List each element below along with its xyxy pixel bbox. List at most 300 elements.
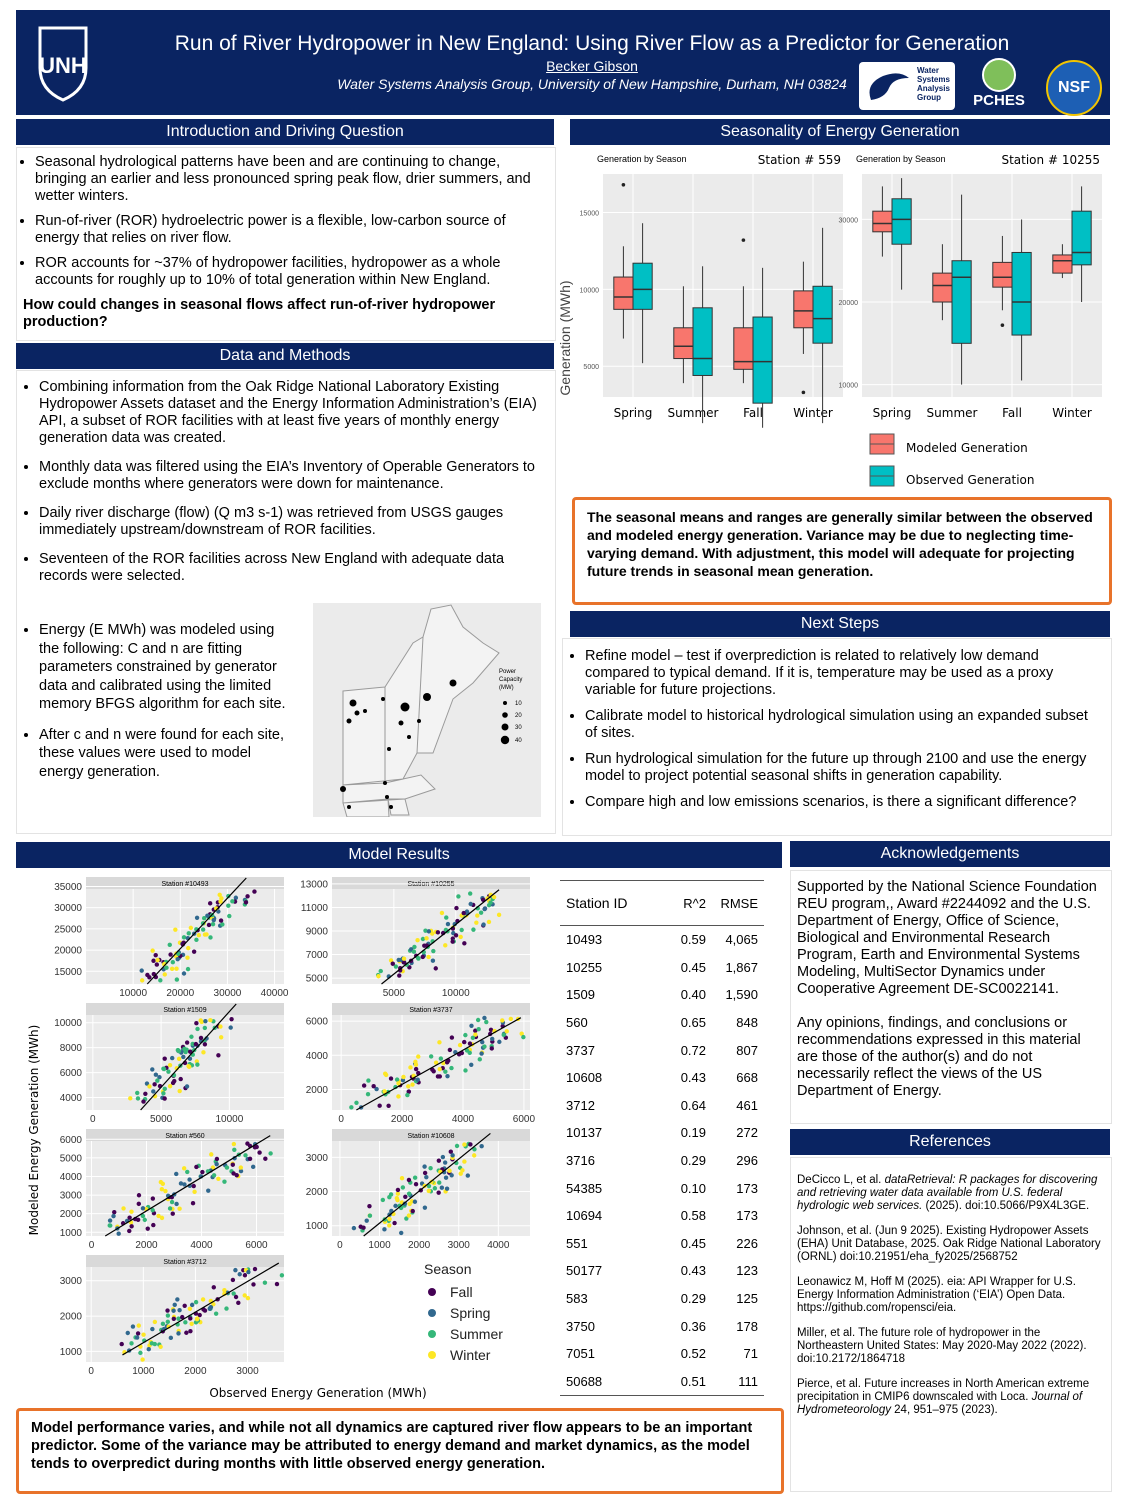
box — [633, 263, 652, 309]
data-point — [253, 1267, 257, 1271]
data-point — [184, 1331, 188, 1335]
cell-rmse: 807 — [736, 1042, 758, 1058]
data-point — [423, 1205, 427, 1209]
methods-panel — [16, 370, 556, 834]
y-tick-label: 3000 — [59, 1276, 82, 1288]
y-tick-label: 3000 — [59, 1190, 82, 1202]
outlier-point — [622, 183, 626, 187]
legend-dot — [428, 1288, 436, 1296]
data-point — [220, 922, 224, 926]
cell-station-id: 50177 — [566, 1263, 603, 1279]
y-tick-label: 4000 — [59, 1171, 82, 1183]
box — [873, 211, 892, 232]
data-point — [462, 911, 466, 915]
x-tick-label: 1000 — [132, 1366, 155, 1377]
table-row — [560, 1009, 764, 1037]
svg-text:Power: Power — [499, 669, 517, 675]
y-tick-label: 2000 — [59, 1311, 82, 1323]
data-point — [454, 933, 458, 937]
cell-station-id: 560 — [566, 1015, 588, 1031]
data-point — [212, 1173, 216, 1177]
data-point — [150, 948, 154, 952]
methods-bullets — [17, 379, 555, 585]
list-item: • Monthly data was filtered using the EIA’s Inventory of Operable Generators to exclude months where generators were down for maintenance. — [39, 459, 543, 493]
svg-text:30: 30 — [515, 725, 522, 731]
data-point — [112, 1210, 116, 1214]
facet-title: Station #1509 — [163, 1007, 207, 1014]
data-point — [482, 1016, 486, 1020]
table-row — [560, 1092, 764, 1120]
data-point — [371, 1084, 375, 1088]
scatter-chart — [54, 1003, 284, 1125]
x-tick-label: Fall — [1002, 406, 1022, 420]
data-point — [381, 1198, 385, 1202]
data-point — [158, 1345, 162, 1349]
box — [1012, 252, 1031, 335]
data-point — [154, 953, 158, 957]
data-point — [141, 1206, 145, 1210]
data-point — [459, 935, 463, 939]
cell-r2: 0.36 — [680, 1318, 706, 1334]
box — [693, 308, 712, 376]
season-legend — [428, 1284, 503, 1363]
cell-station-id: 50688 — [566, 1373, 603, 1389]
data-point — [414, 1182, 418, 1186]
data-point — [427, 929, 431, 933]
cell-rmse: 226 — [736, 1235, 758, 1251]
cell-rmse: 1,867 — [725, 959, 758, 975]
list-item: • Run-of-river (ROR) hydroelectric power is a flexible, low-carbon source of energy that relies on river flow. — [35, 213, 547, 247]
data-point — [137, 1323, 141, 1327]
data-point — [406, 1084, 410, 1088]
data-point — [192, 1190, 196, 1194]
data-point — [275, 1282, 279, 1286]
cell-r2: 0.51 — [680, 1373, 706, 1389]
plot-panel — [332, 1141, 530, 1236]
cell-rmse: 1,590 — [725, 987, 758, 1003]
data-point — [195, 916, 199, 920]
box — [813, 286, 832, 343]
data-point — [201, 1050, 205, 1054]
data-point — [191, 1201, 195, 1205]
data-point — [232, 1142, 236, 1146]
data-point — [413, 1200, 417, 1204]
data-point — [431, 949, 435, 953]
data-point — [155, 962, 159, 966]
cell-station-id: 10608 — [566, 1070, 603, 1086]
cell-station-id: 3737 — [566, 1042, 595, 1058]
data-point — [129, 1209, 133, 1213]
data-point — [468, 1142, 472, 1146]
outlier-point — [802, 391, 806, 395]
data-point — [471, 1036, 475, 1040]
data-point — [391, 962, 395, 966]
x-tick-label: 6000 — [512, 1114, 536, 1125]
x-tick-label: 40000 — [260, 988, 289, 999]
y-tick-label: 30000 — [54, 903, 82, 915]
cell-station-id: 10493 — [566, 932, 603, 948]
table-row — [560, 1064, 764, 1092]
cell-r2: 0.29 — [680, 1153, 706, 1169]
data-point — [251, 1165, 255, 1169]
data-point — [203, 932, 207, 936]
acknowledgements-heading: Acknowledgements — [790, 841, 1110, 867]
data-point — [163, 1056, 167, 1060]
data-point — [438, 1074, 442, 1078]
y-tick-label: 10000 — [579, 287, 599, 295]
data-point — [484, 1020, 488, 1024]
data-point — [140, 978, 144, 982]
data-point — [438, 1067, 442, 1071]
data-point — [396, 1192, 400, 1196]
x-tick-label: 10000 — [441, 988, 470, 999]
chart-title: Generation by Season — [856, 154, 946, 164]
data-point — [216, 1053, 220, 1057]
facet-title: Station #3737 — [409, 1007, 453, 1014]
data-point — [416, 1078, 420, 1082]
data-point — [440, 1185, 444, 1189]
data-point — [468, 891, 472, 895]
data-point — [443, 1160, 447, 1164]
data-point — [189, 926, 193, 930]
data-point — [408, 1065, 412, 1069]
methods-heading: Data and Methods — [16, 343, 554, 369]
data-point — [181, 1055, 185, 1059]
data-point — [166, 1069, 170, 1073]
data-point — [497, 1040, 501, 1044]
data-point — [476, 1018, 480, 1022]
cell-r2: 0.59 — [680, 932, 706, 948]
data-point — [208, 901, 212, 905]
facet-title: Station #10255 — [407, 881, 455, 888]
data-point — [140, 1357, 144, 1361]
data-point — [209, 1305, 213, 1309]
data-point — [365, 1218, 369, 1222]
data-point — [441, 1155, 445, 1159]
scatter-chart — [306, 1129, 530, 1251]
cell-r2: 0.45 — [680, 1235, 706, 1251]
x-tick-label: 4000 — [487, 1240, 510, 1251]
data-point — [214, 1311, 218, 1315]
data-point — [209, 1152, 213, 1156]
x-tick-label: 1000 — [368, 1240, 391, 1251]
data-point — [218, 1024, 222, 1028]
cell-rmse: 123 — [736, 1263, 758, 1279]
table-row — [560, 1174, 764, 1202]
data-point — [137, 1202, 141, 1206]
list-item: • Calibrate model to historical hydrological simulation using an expanded subset of sites. — [585, 708, 1099, 742]
references-heading: References — [790, 1129, 1110, 1155]
data-point — [218, 893, 222, 897]
data-point — [427, 1189, 431, 1193]
acknowledgement-disclaimer: Any opinions, findings, and conclusions or recommendations expressed in this material are those of the author(s) and do not necessarily reflect the views of the US Department of Energy. — [797, 1015, 1081, 1099]
list-item: • Seasonal hydrological patterns have been and are continuing to change, bringing an earlier and less pronounced spring peak flow, drier summers, and wetter winters. — [35, 154, 547, 205]
table-row — [560, 1230, 764, 1258]
scatter-chart — [54, 877, 289, 999]
x-tick-label: 5000 — [382, 988, 405, 999]
scatter-chart — [306, 1003, 536, 1125]
data-point — [222, 1179, 226, 1183]
data-point — [141, 1099, 145, 1103]
next-steps-heading: Next Steps — [570, 611, 1110, 637]
data-point — [158, 978, 162, 982]
x-tick-label: Winter — [793, 406, 833, 420]
table-row — [560, 981, 764, 1009]
y-tick-label: 35000 — [54, 881, 82, 893]
data-point — [367, 1204, 371, 1208]
legend-dot — [428, 1351, 436, 1359]
data-point — [131, 1324, 135, 1328]
data-point — [170, 1056, 174, 1060]
x-tick-label: 4000 — [190, 1240, 213, 1251]
data-point — [151, 1223, 155, 1227]
x-tick-label: Fall — [743, 406, 763, 420]
data-point — [521, 1035, 525, 1039]
data-point — [469, 1024, 473, 1028]
data-point — [154, 1073, 158, 1077]
data-point — [459, 928, 463, 932]
x-tick-label: 0 — [88, 1240, 95, 1251]
table-row — [560, 1312, 764, 1340]
y-tick-label: 30000 — [838, 217, 858, 225]
data-point — [108, 1223, 112, 1227]
data-point — [170, 1200, 174, 1204]
data-point — [211, 922, 215, 926]
data-point — [448, 1048, 452, 1052]
data-point — [483, 906, 487, 910]
data-point — [444, 915, 448, 919]
y-tick-label: 10000 — [54, 1018, 82, 1030]
table-row — [560, 954, 764, 982]
data-point — [195, 1062, 199, 1066]
plot-panel — [86, 1267, 284, 1362]
data-point — [416, 956, 420, 960]
data-point — [243, 1293, 247, 1297]
cell-station-id: 54385 — [566, 1180, 603, 1196]
data-point — [257, 1150, 261, 1154]
seasonality-ylabel: Generation (MWh) — [557, 280, 573, 396]
table-row — [560, 1285, 764, 1313]
data-point — [463, 1033, 467, 1037]
data-point — [172, 1079, 176, 1083]
data-point — [456, 894, 460, 898]
data-point — [424, 936, 428, 940]
data-point — [349, 1105, 353, 1109]
data-point — [177, 1089, 181, 1093]
data-point — [399, 1231, 403, 1235]
data-point — [481, 922, 485, 926]
data-point — [169, 1336, 173, 1340]
plot-panel — [332, 889, 530, 984]
facet-title: Station #560 — [165, 1133, 205, 1140]
seasonality-conclusion: The seasonal means and ranges are generally similar between the observed and modeled energy generation. Variance may be due to neglecting time-varying demand. With adjustment, this model will adequate for projecting future trends in seasonal mean generation. — [572, 497, 1112, 605]
data-point — [200, 1170, 204, 1174]
data-point — [386, 1104, 390, 1108]
table-row — [560, 1340, 764, 1368]
data-point — [246, 1270, 250, 1274]
data-point — [163, 1189, 167, 1193]
data-point — [429, 1054, 433, 1058]
data-point — [174, 1172, 178, 1176]
data-point — [231, 1278, 235, 1282]
data-point — [177, 1207, 181, 1211]
svg-text:40: 40 — [515, 738, 522, 744]
intro-panel — [16, 147, 556, 341]
data-point — [177, 1049, 181, 1053]
data-point — [238, 1272, 242, 1276]
box — [674, 328, 693, 359]
cell-station-id: 551 — [566, 1235, 588, 1251]
cell-rmse: 173 — [736, 1208, 758, 1224]
data-point — [245, 894, 249, 898]
acknowledgement-funding: Supported by the National Science Foundation REU program,, Award #2244092 and the U.S. Department of Energy, Office of Science, Biological and Environmental Research Program, Earth and Environmental Systems Modeling, MultiSector Dynamics under Cooperative Agreement DE-SC0022141. — [797, 879, 1097, 997]
next-steps-bullets — [563, 648, 1111, 811]
data-point — [474, 920, 478, 924]
data-point — [153, 1342, 157, 1346]
table-row — [560, 1202, 764, 1230]
data-point — [412, 949, 416, 953]
results-table-wrap — [560, 880, 764, 1396]
legend-dot — [428, 1309, 436, 1317]
list-item: • Energy (E MWh) was modeled using the following: C and n are fitting parameters constrained by generator data and calibrated using the limited memory BFGS algorithm for each site. — [39, 621, 297, 714]
data-point — [395, 1077, 399, 1081]
data-point — [185, 1170, 189, 1174]
data-point — [395, 1198, 399, 1202]
data-point — [182, 935, 186, 939]
x-tick-label: 6000 — [245, 1240, 268, 1251]
list-item: • Refine model – test if overprediction is related to relatively low demand compared to typical demand. If it is, temperature may be used as a proxy variable for future projections. — [585, 648, 1099, 699]
legend-label: Summer — [450, 1326, 503, 1342]
data-point — [175, 1297, 179, 1301]
data-point — [127, 1215, 131, 1219]
cell-rmse: 461 — [736, 1097, 758, 1113]
data-point — [414, 1067, 418, 1071]
data-point — [203, 1019, 207, 1023]
data-point — [445, 1060, 449, 1064]
data-point — [497, 913, 501, 917]
box — [1072, 211, 1091, 265]
scatter-chart — [300, 877, 530, 999]
legend-label: Fall — [450, 1284, 473, 1300]
cell-r2: 0.64 — [680, 1097, 706, 1113]
cell-r2: 0.10 — [680, 1180, 706, 1196]
results-heading: Model Results — [16, 842, 782, 868]
data-point — [166, 1320, 170, 1324]
cell-station-id: 583 — [566, 1291, 588, 1307]
data-point — [208, 1018, 212, 1022]
data-point — [462, 1040, 466, 1044]
list-item: • ROR accounts for ~37% of hydropower facilities, hydropower as a whole accounts for roughly up to 10% of total generation within New England. — [35, 255, 547, 289]
data-point — [440, 911, 444, 915]
data-point — [177, 1308, 181, 1312]
y-tick-label: 5000 — [583, 364, 599, 372]
data-point — [194, 938, 198, 942]
y-tick-label: 11000 — [300, 902, 328, 914]
data-point — [153, 1320, 157, 1324]
data-point — [168, 1084, 172, 1088]
data-point — [185, 1084, 189, 1088]
data-point — [509, 1017, 513, 1021]
data-point — [462, 941, 466, 945]
data-point — [500, 1018, 504, 1022]
cell-r2: 0.45 — [680, 959, 706, 975]
data-point — [188, 1307, 192, 1311]
table-row — [560, 1368, 764, 1396]
data-point — [222, 1288, 226, 1292]
station-label: Station # 10255 — [1001, 153, 1100, 167]
legend-observed-label: Observed Generation — [906, 473, 1035, 487]
data-point — [376, 974, 380, 978]
data-point — [366, 1092, 370, 1096]
y-tick-label: 2000 — [305, 1084, 328, 1096]
reference-item: Johnson, et al. (Jun 9 2025). Existing Hydropower Assets (EHA) Unit Database, 2025. Oak Ridge National Laboratory (ORNL) doi:10.21951/eha_fy2025/2568752 — [797, 1225, 1101, 1263]
data-point — [143, 1218, 147, 1222]
data-point — [165, 1308, 169, 1312]
seasonality-heading: Seasonality of Energy Generation — [570, 119, 1110, 145]
table-header-station: Station ID — [566, 894, 628, 911]
y-tick-label: 5000 — [305, 973, 328, 985]
data-point — [234, 896, 238, 900]
box — [794, 291, 813, 328]
data-point — [185, 1040, 189, 1044]
results-ylabel: Modeled Energy Generation (MWh) — [27, 1024, 41, 1236]
data-point — [436, 930, 440, 934]
intro-heading: Introduction and Driving Question — [16, 119, 554, 145]
data-point — [108, 1218, 112, 1222]
data-point — [230, 899, 234, 903]
data-point — [458, 1043, 462, 1047]
box — [734, 328, 753, 370]
x-tick-label: Winter — [1052, 406, 1092, 420]
data-point — [187, 931, 191, 935]
box — [1053, 255, 1072, 273]
reference-item: Pierce, et al. Future increases in North American extreme precipitation in CMIP6 downscaled with Loca. Journal of Hydrometeorology 24, 951–975 (2023). — [797, 1378, 1090, 1416]
results-xlabel: Observed Energy Generation (MWh) — [209, 1386, 427, 1400]
svg-text:10: 10 — [515, 701, 522, 707]
x-tick-label: 3000 — [236, 1366, 259, 1377]
data-point — [455, 1144, 459, 1148]
table-row — [560, 926, 764, 954]
data-point — [164, 966, 168, 970]
data-point — [207, 923, 211, 927]
svg-text:(MW): (MW) — [499, 685, 514, 691]
data-point — [232, 1148, 236, 1152]
data-point — [138, 1351, 142, 1355]
reference-item: Leonawicz M, Hoff M (2025). eia: API Wrapper for U.S. Energy Information Administration (‘EIA’) Open Data. https://github.com/ropensci/eia. — [797, 1276, 1076, 1314]
cell-station-id: 10255 — [566, 959, 603, 975]
data-point — [161, 1182, 165, 1186]
box — [892, 199, 911, 244]
x-tick-label: 4000 — [451, 1114, 475, 1125]
data-point — [203, 1026, 207, 1030]
data-point — [443, 943, 447, 947]
data-point — [235, 1173, 239, 1177]
y-tick-label: 7000 — [305, 950, 328, 962]
data-point — [449, 1173, 453, 1177]
cell-station-id: 3750 — [566, 1318, 595, 1334]
data-point — [263, 1281, 267, 1285]
data-point — [426, 955, 430, 959]
data-point — [423, 1171, 427, 1175]
data-point — [212, 1285, 216, 1289]
data-point — [163, 1087, 167, 1091]
data-point — [405, 1093, 409, 1097]
data-point — [446, 922, 450, 926]
unh-shield-logo — [34, 24, 92, 102]
data-point — [219, 1035, 223, 1039]
data-point — [170, 967, 174, 971]
reference-item: DeCicco L, et al. dataRetrieval: R packages for discovering and retrieving water data available from U.S. federal hydrologic web services. (2025). doi:10.5066/P9X4L3GE. — [797, 1174, 1098, 1212]
